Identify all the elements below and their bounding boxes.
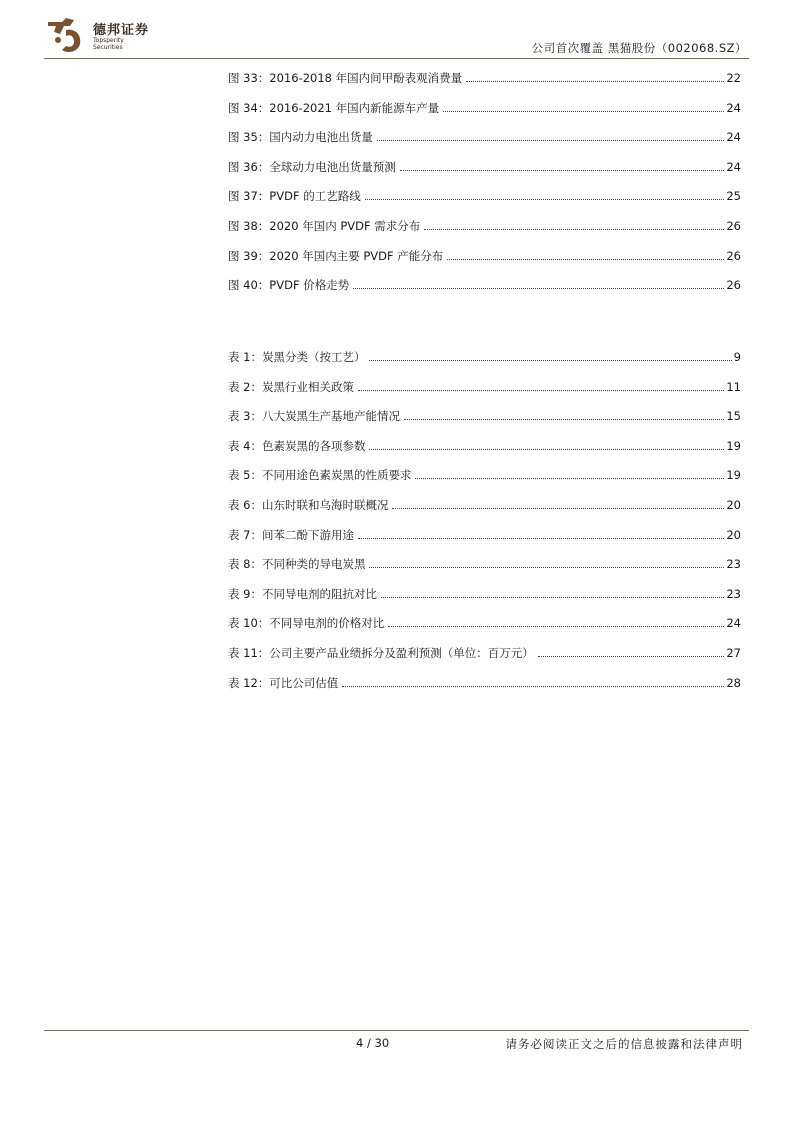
table-index-entry[interactable] [228,408,741,438]
table-index-entry-page: 19 [726,438,741,453]
logo-chinese-name: 德邦证券 [93,23,150,38]
report-header-title: 公司首次覆盖 黑猫股份（002068.SZ） [531,41,747,55]
table-index-entry-page: 23 [726,586,741,601]
dot-leader [415,478,724,479]
table-index-entry-page: 15 [726,409,741,424]
table-index-entry-title: 表 5：不同用途色素炭黑的性质要求 [228,468,412,483]
table-index-entry[interactable] [228,615,741,645]
figure-index-entry-title: 图 40：PVDF 价格走势 [228,278,350,293]
figure-index-entry[interactable] [228,277,741,307]
figure-index-entry-page: 26 [726,248,741,263]
dot-leader [443,111,724,112]
page-number: 4 / 30 [356,1036,390,1050]
table-index-entry-page: 24 [726,616,741,631]
dot-leader [365,199,725,200]
dot-leader [392,508,724,509]
table-index-entry-title: 表 11：公司主要产品业绩拆分及盈利预测（单位：百万元） [228,645,534,660]
dot-leader [369,449,724,450]
figure-index-list [228,70,741,307]
table-index-entry[interactable] [228,497,741,527]
table-index-entry-page: 9 [733,350,741,364]
dot-leader [388,626,724,627]
dot-leader [353,288,724,289]
dot-leader [358,390,724,391]
figure-index-entry-page: 24 [726,130,741,145]
table-index-entry-page: 27 [726,645,741,660]
figure-index-entry-page: 26 [726,278,741,293]
figure-index-entry[interactable] [228,218,741,248]
figure-index-entry[interactable] [228,100,741,130]
figure-index-entry-title: 图 34：2016-2021 年国内新能源车产量 [228,100,440,115]
dot-leader [342,686,724,687]
table-index-entry-title: 表 3：八大炭黑生产基地产能情况 [228,409,400,424]
figure-index-entry-title: 图 39：2020 年国内主要 PVDF 产能分布 [228,248,444,263]
figure-index-entry-title: 图 35：国内动力电池出货量 [228,130,373,145]
table-index-entry-title: 表 7：间苯二酚下游用途 [228,527,354,542]
logo-mark-icon [44,16,88,56]
figure-index-entry-page: 24 [726,159,741,174]
table-index-entry[interactable] [228,438,741,468]
dot-leader [447,259,724,260]
dot-leader [400,170,725,171]
table-index-list [228,349,741,704]
table-index-entry[interactable] [228,349,741,379]
table-index-entry-page: 23 [726,557,741,572]
company-logo [44,16,154,56]
dot-leader [369,567,724,568]
figure-index-entry[interactable] [228,248,741,278]
table-index-entry[interactable] [228,527,741,557]
table-index-entry[interactable] [228,467,741,497]
dot-leader [538,656,725,657]
figure-index-entry[interactable] [228,70,741,100]
dot-leader [381,597,724,598]
table-index-entry[interactable] [228,379,741,409]
figure-index-entry-page: 25 [726,189,741,204]
table-index-entry[interactable] [228,675,741,705]
logo-english-name: Topsperity Securities [93,37,124,51]
figure-index-entry-title: 图 37：PVDF 的工艺路线 [228,189,361,204]
dot-leader [424,229,724,230]
figure-index-entry-title: 图 36：全球动力电池出货量预测 [228,159,396,174]
figure-index-entry[interactable] [228,129,741,159]
figure-index-entry-page: 26 [726,218,741,233]
figure-index-entry-title: 图 38：2020 年国内 PVDF 需求分布 [228,218,421,233]
table-index-entry-title: 表 12：可比公司估值 [228,675,339,690]
table-index-entry[interactable] [228,556,741,586]
table-index-entry-page: 28 [726,675,741,690]
table-index-entry-title: 表 2：炭黑行业相关政策 [228,379,354,394]
figure-index-entry-page: 22 [726,71,741,85]
dot-leader [466,81,724,82]
table-index-entry[interactable] [228,645,741,675]
dot-leader [358,538,724,539]
table-index-entry-title: 表 1：炭黑分类（按工艺） [228,350,366,364]
dot-leader [377,140,725,141]
table-index-entry-title: 表 8：不同种类的导电炭黑 [228,557,366,572]
figure-index-entry-page: 24 [726,100,741,115]
table-index-entry-page: 11 [726,379,741,394]
footer-divider [44,1030,749,1031]
table-index-entry-title: 表 9：不同导电剂的阻抗对比 [228,586,377,601]
table-index-entry-page: 19 [726,468,741,483]
table-index-entry-title: 表 4：色素炭黑的各项参数 [228,438,366,453]
table-index-entry-page: 20 [726,527,741,542]
header-divider [44,58,749,59]
dot-leader [404,419,724,420]
table-index-entry[interactable] [228,586,741,616]
table-index-entry-page: 20 [726,497,741,512]
footer-disclaimer: 请务必阅读正文之后的信息披露和法律声明 [505,1037,743,1051]
figure-index-entry[interactable] [228,188,741,218]
table-index-entry-title: 表 10：不同导电剂的价格对比 [228,616,385,631]
dot-leader [369,360,731,361]
figure-index-entry-title: 图 33：2016-2018 年国内间甲酚表观消费量 [228,71,463,85]
figure-index-entry[interactable] [228,159,741,189]
table-index-entry-title: 表 6：山东时联和乌海时联概况 [228,497,389,512]
